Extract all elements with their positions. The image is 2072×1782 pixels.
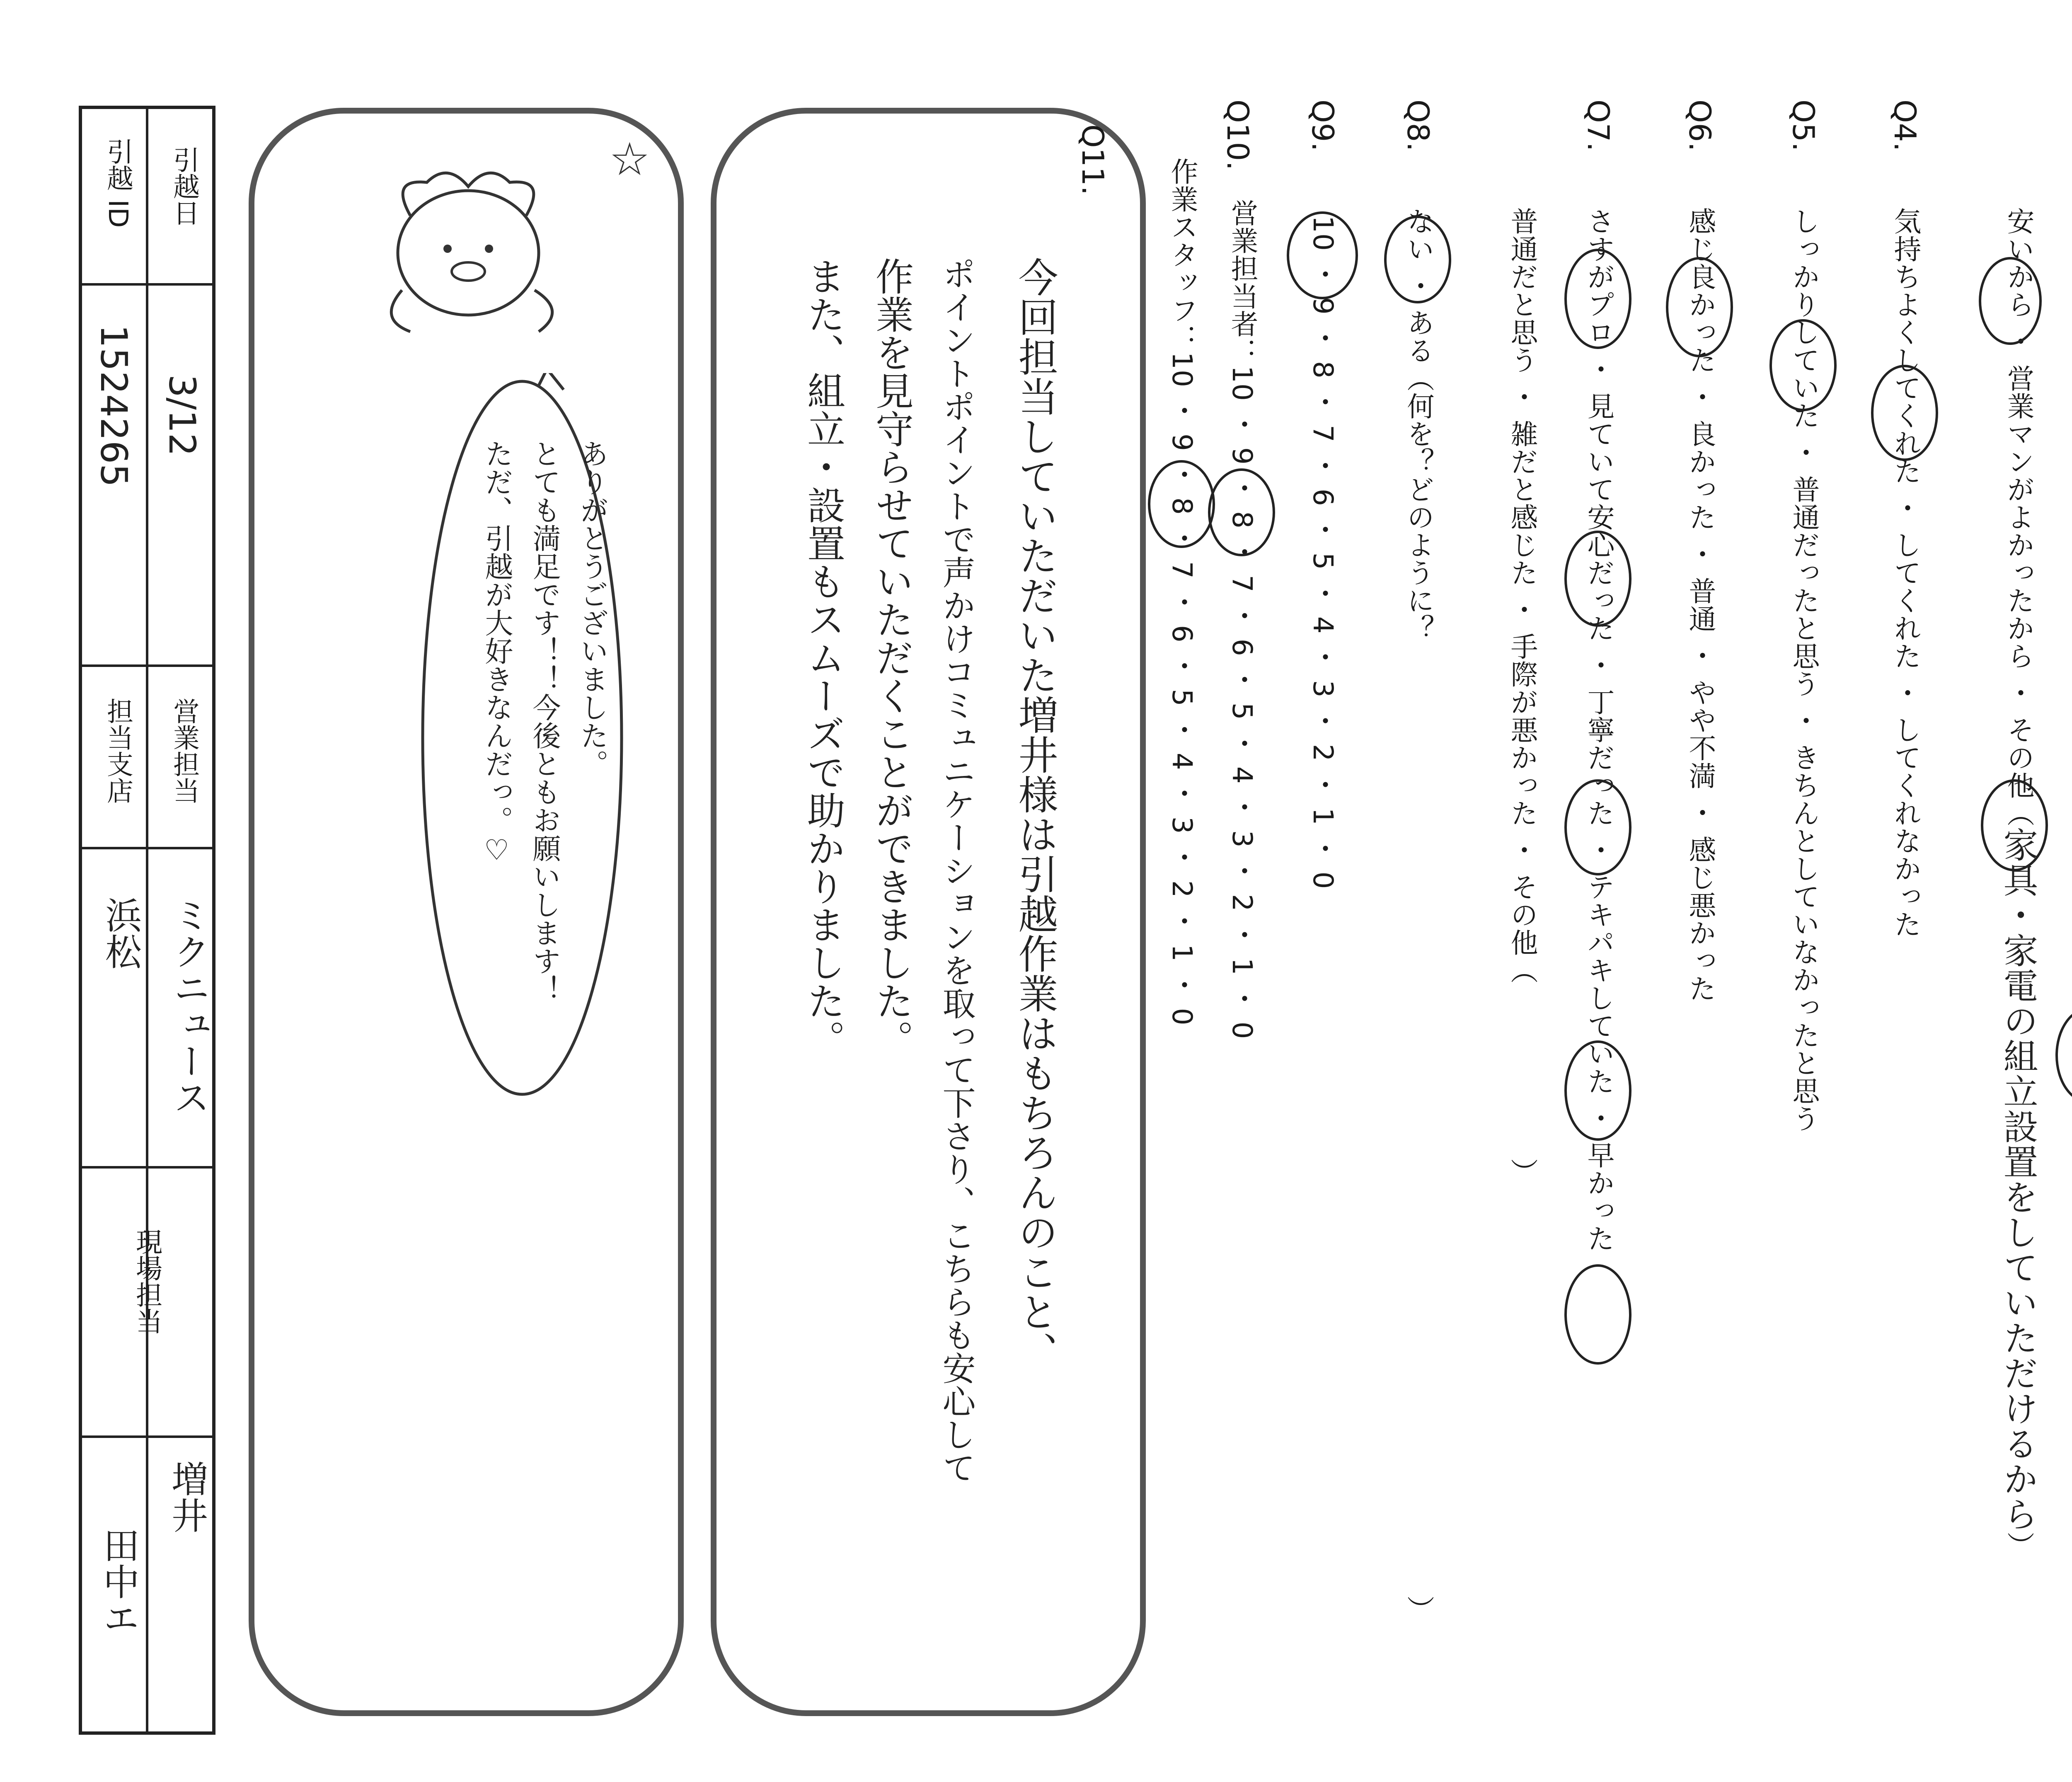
- q9-number: Q9.: [1305, 99, 1340, 152]
- doodle-character-icon: [352, 153, 584, 352]
- q8-answer-circle: [1384, 216, 1451, 303]
- q5-number: Q5.: [1786, 99, 1821, 152]
- site-lead-label: 現場担当: [131, 1228, 162, 1334]
- q3-other-answer: 家具・家電の組立設置をしていただけるから: [1998, 827, 2038, 1532]
- branch-value: 浜松: [99, 897, 142, 970]
- q11-answer-line-3: 作業を見守らせていただくことができました。: [869, 257, 914, 1058]
- q10-sales-circle: [1208, 468, 1275, 556]
- table-divider: [82, 1435, 212, 1438]
- move-date-value: 3/12: [161, 374, 203, 456]
- q10-staff: [1162, 158, 1202, 1026]
- move-info-table: [79, 106, 215, 1735]
- q10-sales: [1222, 199, 1262, 1039]
- star-icon: ☆: [609, 133, 650, 186]
- q7-options-line1: さすがプロ ・ 見ていて安心だった ・ 丁寧だった ・ テキパキしていた ・ 早かった: [1583, 207, 1615, 1252]
- sales-label: 営業担当: [169, 698, 199, 804]
- q7-options-line2: [1502, 207, 1542, 1186]
- sales-value: ミクニュース: [168, 897, 211, 1115]
- branch-label: 担当支店: [102, 698, 133, 804]
- q5-answer-circle: [1769, 319, 1837, 411]
- q8-number: Q8.: [1401, 99, 1435, 152]
- move-id-value: 1524265: [92, 325, 135, 487]
- speech-line-2: とても満足です！！今後ともお願いします！: [528, 439, 561, 1003]
- q11-answer-line-4: また、組立・設置もスムーズで助かりました。: [801, 257, 845, 1058]
- table-divider: [82, 283, 212, 286]
- speech-line-3: ただ、引越が大好きなんだっ。♡: [480, 439, 513, 867]
- move-date-label: 引越日: [169, 146, 199, 226]
- q3-answer-circle-3: [1981, 779, 2048, 871]
- q6-number: Q6.: [1682, 99, 1717, 152]
- q7-answer-circle-2: [1564, 531, 1631, 627]
- q3-close-paren: ）: [2002, 1531, 2034, 1559]
- q7-answer-circle-3: [1564, 779, 1631, 875]
- q4-number: Q4.: [1888, 99, 1922, 152]
- q10-sales-scale: 10 ・ 9 ・ 8 ・ 7 ・ 6 ・ 5 ・ 4 ・ 3 ・ 2 ・ 1 ・ 0: [1226, 366, 1258, 1040]
- q11-answer-line-1: 今回担当していただいた増井様は引越作業はもちろんのこと、: [1012, 257, 1058, 1371]
- q7-answer-circle-1: [1564, 249, 1631, 349]
- q10-sales-label: 営業担当者：: [1226, 199, 1258, 366]
- table-divider: [82, 847, 212, 849]
- q4-answer-circle: [1871, 365, 1938, 461]
- q8-close-paren: ）: [1402, 1595, 1434, 1623]
- site-staff-value: 田中エ: [97, 1527, 140, 1636]
- q4-options: 気持ちよくしてくれた ・ してくれた ・ してくれなかった: [1889, 207, 1921, 938]
- q10-staff-label: 作業スタッフ：: [1166, 158, 1198, 352]
- q7-answer-circle-5: [1564, 1264, 1631, 1365]
- q11-answer-line-2: ポイントポイントで声かけコミュニケーションを取って下さり、こちらも安心して: [937, 257, 975, 1484]
- q3-line2-text: 安いから ・ 営業マンがよかったから ・ その他（: [2002, 207, 2034, 827]
- q7-number: Q7.: [1581, 99, 1616, 152]
- q8-text: ない ・ ある（何を？どのように？: [1402, 207, 1434, 642]
- q9-answer-circle: [1287, 211, 1358, 299]
- q7-line2-text: 普通だと思う ・ 雑だと感じた ・ 手際が悪かった ・ その他（: [1506, 207, 1538, 984]
- q7-answer-circle-4: [1564, 1040, 1631, 1141]
- site-lead-value: 増井: [166, 1460, 208, 1533]
- q7-close-paren: ）: [1506, 1158, 1538, 1186]
- table-divider: [82, 664, 212, 667]
- q6-options: 感じ良かった ・ 良かった ・ 普通 ・ やや不満 ・ 感じ悪かった: [1684, 207, 1716, 1002]
- q11-number: Q11.: [1075, 124, 1110, 196]
- q3-answer-circle-2: [2055, 1007, 2072, 1103]
- speech-line-1: ありがとうございました。: [576, 439, 608, 778]
- move-id-label: 引越 ID: [102, 138, 133, 228]
- q9-options: 10 ・ 9 ・ 8 ・ 7 ・ 6 ・ 5 ・ 4 ・ 3 ・ 2 ・ 1 ・ 0: [1307, 216, 1339, 890]
- q3-options-line2: [1993, 207, 2043, 1559]
- q11-answer-box: [711, 108, 1146, 1716]
- q10-staff-scale: 10 ・ 9 ・ 8 ・ 7 ・ 6 ・ 5 ・ 4 ・ 3 ・ 2 ・ 1 ・ 0: [1166, 352, 1198, 1026]
- q8-options: [1399, 207, 1438, 1623]
- q10-staff-circle: [1148, 460, 1215, 548]
- table-divider: [82, 1166, 212, 1169]
- q6-answer-circle: [1666, 257, 1733, 357]
- q3-answer-circle: [1979, 257, 2042, 345]
- q5-options: しっかりしていた ・ 普通だったと思う ・ きちんとしていなかったと思う: [1788, 207, 1820, 1132]
- q10-number: Q10.: [1220, 99, 1255, 171]
